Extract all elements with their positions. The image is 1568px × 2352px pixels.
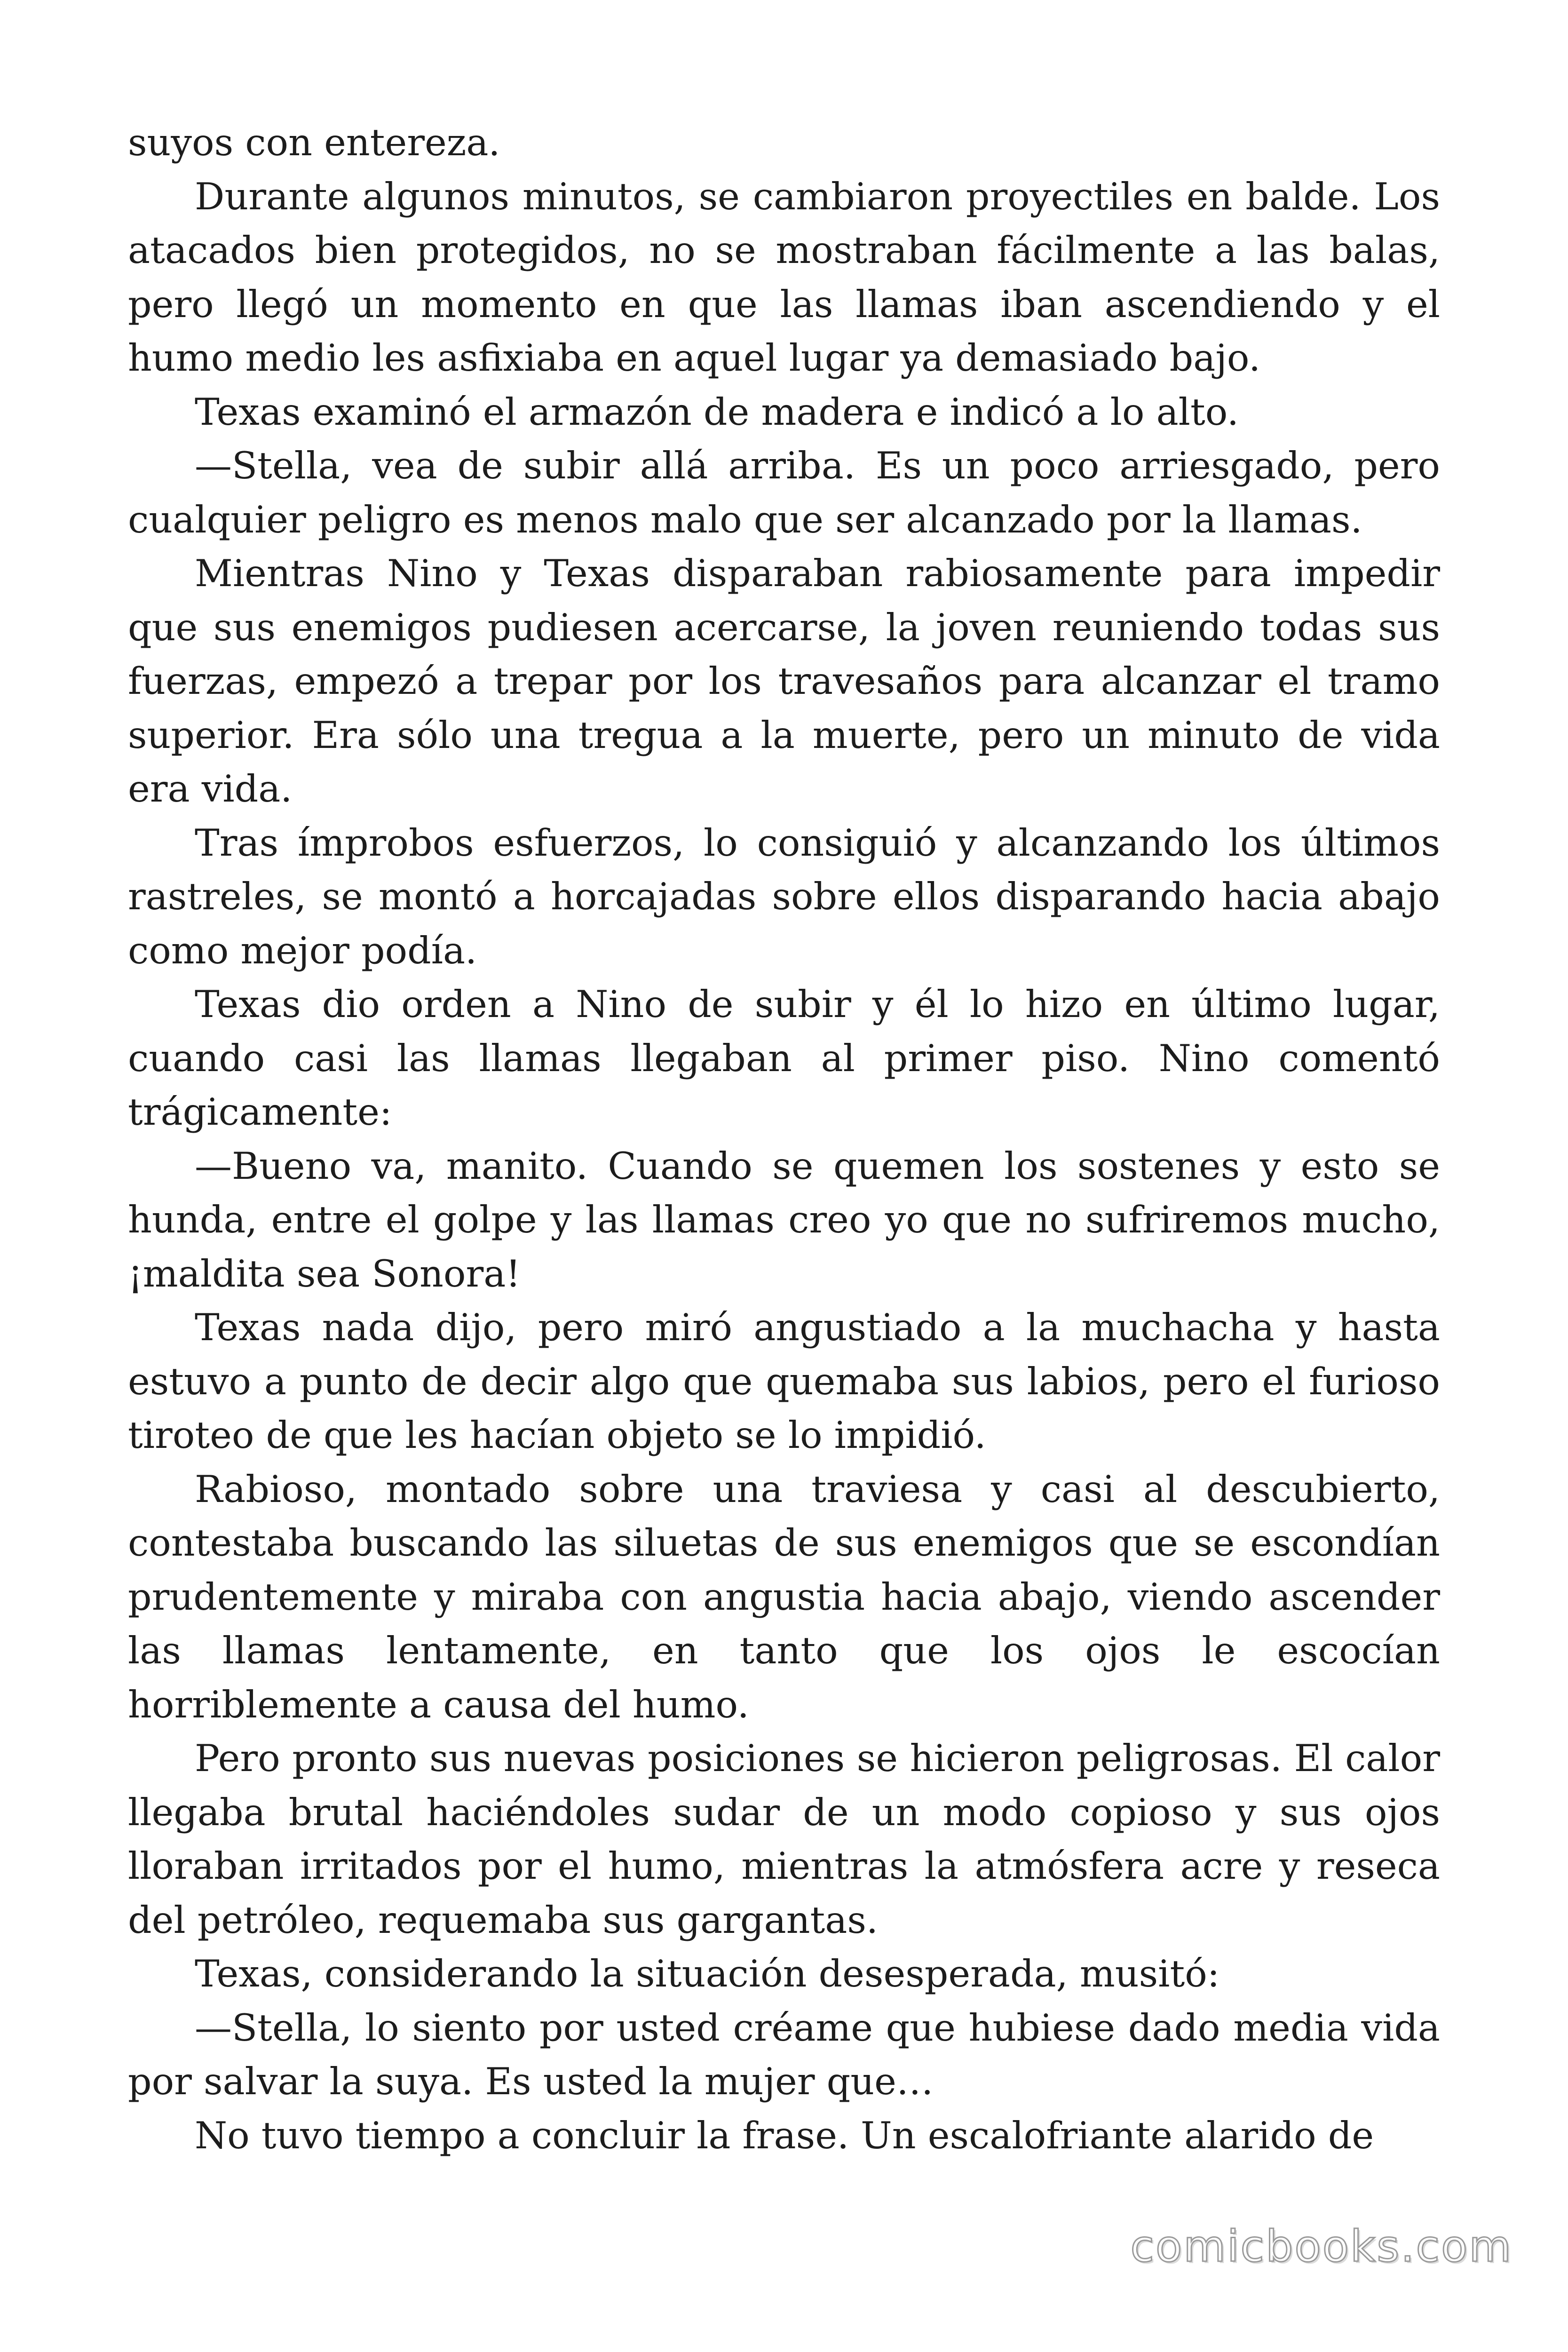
paragraph-14: No tuvo tiempo a concluir la frase. Un escalofriante alarido de: [195, 2114, 1374, 2157]
paragraph-13: —Stella, lo siento por usted créame que hubiese dado media vida por salvar la suya. Es usted la mujer que…: [128, 2006, 1440, 2103]
site-watermark: comicbooks.com: [1130, 2221, 1513, 2272]
paragraph-3: Texas examinó el armazón de madera e indicó a lo alto.: [195, 390, 1239, 434]
paragraph-8: —Bueno va, manito. Cuando se quemen los sostenes y esto se hunda, entre el golpe y las llamas creo yo que no sufriremos mucho, ¡maldita sea Sonora!: [128, 1144, 1440, 1295]
paragraph-5: Mientras Nino y Texas disparaban rabiosamente para impedir que sus enemigos pudiesen acercarse, la joven reuniendo todas sus fuerzas, empezó a trepar por los travesaños para alcanzar el tramo superior. Era sólo una tregua a la muerte, pero un minuto de vida era vida.: [128, 552, 1440, 810]
paragraph-12: Texas, considerando la situación desesperada, musitó:: [195, 1952, 1220, 1995]
paragraph-9: Texas nada dijo, pero miró angustiado a la muchacha y hasta estuvo a punto de decir algo que quemaba sus labios, pero el furioso tiroteo de que les hacían objeto se lo impidió.: [128, 1306, 1440, 1457]
paragraph-4: —Stella, vea de subir allá arriba. Es un poco arriesgado, pero cualquier peligro es menos malo que ser alcanzado por la llamas.: [128, 444, 1440, 541]
paragraph-10: Rabioso, montado sobre una traviesa y casi al descubierto, contestaba buscando las siluetas de sus enemigos que se escondían prudentemente y miraba con angustia hacia abajo, viendo ascender las llamas lentamente, en tanto que los ojos le escocían horriblemente a causa del humo.: [128, 1467, 1440, 1726]
book-page-body: [128, 116, 1440, 2162]
paragraph-7: Texas dio orden a Nino de subir y él lo hizo en último lugar, cuando casi las llamas llegaban al primer piso. Nino comentó trágicamente:: [128, 983, 1440, 1134]
paragraph-11: Pero pronto sus nuevas posiciones se hicieron peligrosas. El calor llegaba brutal haciéndoles sudar de un modo copioso y sus ojos lloraban irritados por el humo, mientras la atmósfera acre y reseca del petróleo, requemaba sus gargantas.: [128, 1737, 1440, 1942]
paragraph-1: suyos con entereza.: [128, 121, 500, 164]
paragraph-6: Tras ímprobos esfuerzos, lo consiguió y alcanzando los últimos rastreles, se montó a horcajadas sobre ellos disparando hacia abajo como mejor podía.: [128, 821, 1440, 972]
paragraph-2: Durante algunos minutos, se cambiaron proyectiles en balde. Los atacados bien protegidos, no se mostraban fácilmente a las balas, pero llegó un momento en que las llamas iban ascendiendo y el humo medio les asfixiaba en aquel lugar ya demasiado bajo.: [128, 175, 1440, 380]
